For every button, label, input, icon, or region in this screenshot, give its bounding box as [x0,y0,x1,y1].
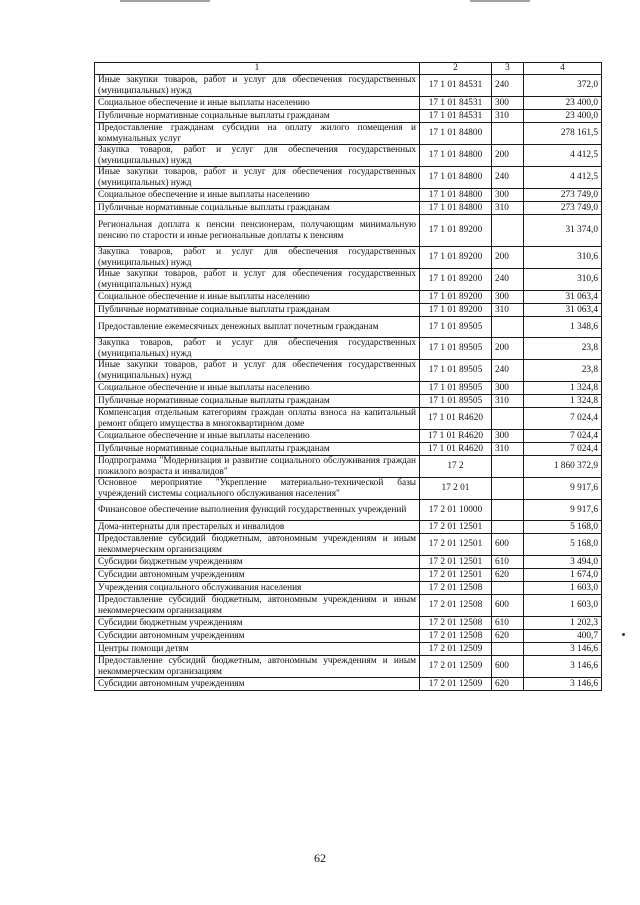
header-col-4: 4 [524,63,602,75]
row-amount-cell: 9 917,6 [524,500,602,521]
row-type-cell [492,408,524,430]
row-amount-cell: 1 324,8 [524,382,602,395]
row-amount-cell: 4 412,5 [524,167,602,189]
row-amount-cell: 1 860 372,9 [524,456,602,478]
row-amount-cell: 3 494,0 [524,556,602,569]
row-type-cell: 620 [492,569,524,582]
row-code-cell: 17 2 01 12508 [420,630,492,643]
row-type-cell: 310 [492,304,524,317]
row-name-cell: Закупка товаров, работ и услуг для обеспечения государственных (муниципальных) нужд [95,145,420,167]
table-row [95,97,602,110]
row-amount-cell: 400,7 [524,630,602,643]
row-type-cell [492,500,524,521]
row-amount-cell: 31 063,4 [524,291,602,304]
row-amount-cell: 372,0 [524,75,602,97]
row-type-cell: 240 [492,360,524,382]
row-type-cell [492,521,524,534]
row-type-cell: 240 [492,167,524,189]
row-amount-cell: 4 412,5 [524,145,602,167]
row-code-cell: 17 2 01 12509 [420,656,492,678]
row-code-cell: 17 1 01 R4620 [420,443,492,456]
row-type-cell: 600 [492,534,524,556]
row-amount-cell: 1 202,3 [524,617,602,630]
row-amount-cell: 3 146,6 [524,643,602,656]
table-row [95,534,602,556]
row-code-cell: 17 2 01 10000 [420,500,492,521]
row-code-cell: 17 1 01 84800 [420,145,492,167]
table-row [95,317,602,338]
row-type-cell: 600 [492,656,524,678]
table-row [95,443,602,456]
row-name-cell: Дома-интернаты для престарелых и инвалидов [95,521,420,534]
row-amount-cell: 310,6 [524,247,602,269]
row-code-cell: 17 2 01 12508 [420,617,492,630]
row-code-cell: 17 2 01 12501 [420,534,492,556]
table-row [95,478,602,500]
row-type-cell: 240 [492,75,524,97]
table-row [95,215,602,247]
row-name-cell: Социальное обеспечение и иные выплаты населению [95,291,420,304]
row-type-cell: 200 [492,338,524,360]
table-header-row [95,63,602,75]
row-type-cell [492,317,524,338]
row-code-cell: 17 1 01 89200 [420,215,492,247]
row-code-cell: 17 2 01 12501 [420,556,492,569]
row-name-cell: Иные закупки товаров, работ и услуг для обеспечения государственных (муниципальных) нужд [95,360,420,382]
table-row [95,189,602,202]
row-name-cell: Закупка товаров, работ и услуг для обеспечения государственных (муниципальных) нужд [95,338,420,360]
row-amount-cell: 31 063,4 [524,304,602,317]
table-row [95,382,602,395]
row-name-cell: Предоставление гражданам субсидии на оплату жилого помещения и коммунальных услуг [95,123,420,145]
table-body [95,75,602,691]
row-name-cell: Субсидии автономным учреждениям [95,630,420,643]
row-type-cell: 310 [492,110,524,123]
table-row [95,123,602,145]
row-code-cell: 17 1 01 84800 [420,123,492,145]
table-row [95,395,602,408]
row-name-cell: Публичные нормативные социальные выплаты гражданам [95,443,420,456]
row-name-cell: Публичные нормативные социальные выплаты гражданам [95,304,420,317]
row-code-cell: 17 2 01 12508 [420,595,492,617]
row-code-cell: 17 1 01 89505 [420,395,492,408]
row-code-cell: 17 1 01 84531 [420,110,492,123]
table-row [95,556,602,569]
table-row [95,656,602,678]
row-code-cell: 17 1 01 84800 [420,189,492,202]
table-row [95,167,602,189]
row-name-cell: Предоставление субсидий бюджетным, автономным учреждениям и иным некоммерческим организациям [95,534,420,556]
row-name-cell: Субсидии автономным учреждениям [95,678,420,691]
row-amount-cell: 7 024,4 [524,408,602,430]
table-row [95,430,602,443]
row-amount-cell: 3 146,6 [524,678,602,691]
row-type-cell: 610 [492,556,524,569]
row-name-cell: Иные закупки товаров, работ и услуг для обеспечения государственных (муниципальных) нужд [95,167,420,189]
row-amount-cell: 1 324,8 [524,395,602,408]
row-name-cell: Иные закупки товаров, работ и услуг для обеспечения государственных (муниципальных) нужд [95,269,420,291]
row-name-cell: Центры помощи детям [95,643,420,656]
row-code-cell: 17 1 01 84531 [420,97,492,110]
row-type-cell: 620 [492,630,524,643]
row-name-cell: Подпрограмма "Модернизация и развитие социального обслуживания граждан пожилого возраста и инвалидов" [95,456,420,478]
row-name-cell: Закупка товаров, работ и услуг для обеспечения государственных (муниципальных) нужд [95,247,420,269]
row-amount-cell: 273 749,0 [524,189,602,202]
row-amount-cell: 9 917,6 [524,478,602,500]
row-type-cell: 310 [492,443,524,456]
row-type-cell [492,478,524,500]
row-type-cell: 200 [492,247,524,269]
table-row [95,569,602,582]
row-name-cell: Учреждения социального обслуживания населения [95,582,420,595]
row-type-cell: 300 [492,189,524,202]
row-amount-cell: 1 603,0 [524,582,602,595]
table-row [95,110,602,123]
row-amount-cell: 278 161,5 [524,123,602,145]
row-code-cell: 17 2 01 12509 [420,643,492,656]
table-row [95,582,602,595]
row-type-cell: 300 [492,97,524,110]
row-code-cell: 17 1 01 89505 [420,338,492,360]
row-name-cell: Предоставление субсидий бюджетным, автономным учреждениям и иным некоммерческим организациям [95,656,420,678]
scan-speck [622,633,625,636]
row-code-cell: 17 1 01 89505 [420,360,492,382]
row-amount-cell: 1 348,6 [524,317,602,338]
scan-artifact [470,0,530,2]
row-name-cell: Публичные нормативные социальные выплаты гражданам [95,395,420,408]
row-code-cell: 17 1 01 84531 [420,75,492,97]
row-amount-cell: 1 674,0 [524,569,602,582]
row-code-cell: 17 2 01 12501 [420,569,492,582]
header-col-2: 2 [420,63,492,75]
row-name-cell: Финансовое обеспечение выполнения функций государственных учреждений [95,500,420,521]
table-row [95,269,602,291]
row-amount-cell: 1 603,0 [524,595,602,617]
row-type-cell: 300 [492,430,524,443]
row-amount-cell: 3 146,6 [524,656,602,678]
row-code-cell: 17 2 01 12509 [420,678,492,691]
row-name-cell: Субсидии автономным учреждениям [95,569,420,582]
row-amount-cell: 23,8 [524,338,602,360]
row-name-cell: Субсидии бюджетным учреждениям [95,556,420,569]
table-row [95,595,602,617]
table-row [95,202,602,215]
row-code-cell: 17 1 01 89200 [420,291,492,304]
header-col-3: 3 [492,63,524,75]
table-row [95,521,602,534]
page-number: 62 [314,851,326,865]
scan-artifact [120,0,210,2]
row-type-cell [492,123,524,145]
row-code-cell: 17 1 01 84800 [420,167,492,189]
row-type-cell: 620 [492,678,524,691]
row-name-cell: Социальное обеспечение и иные выплаты населению [95,382,420,395]
row-type-cell: 600 [492,595,524,617]
row-type-cell: 310 [492,202,524,215]
table-row [95,500,602,521]
row-type-cell: 200 [492,145,524,167]
row-code-cell: 17 2 [420,456,492,478]
row-name-cell: Социальное обеспечение и иные выплаты населению [95,430,420,443]
row-code-cell: 17 2 01 12501 [420,521,492,534]
row-type-cell [492,215,524,247]
row-code-cell: 17 1 01 R4620 [420,408,492,430]
row-amount-cell: 23,8 [524,360,602,382]
table-row [95,617,602,630]
row-amount-cell: 273 749,0 [524,202,602,215]
row-amount-cell: 31 374,0 [524,215,602,247]
row-type-cell: 300 [492,291,524,304]
row-amount-cell: 7 024,4 [524,443,602,456]
header-col-1: 1 [95,63,420,75]
row-amount-cell: 310,6 [524,269,602,291]
table-row [95,456,602,478]
table-row [95,145,602,167]
row-amount-cell: 5 168,0 [524,521,602,534]
row-name-cell: Публичные нормативные социальные выплаты гражданам [95,110,420,123]
table-row [95,247,602,269]
row-type-cell: 310 [492,395,524,408]
row-name-cell: Региональная доплата к пенсии пенсионерам, получающим минимальную пенсию по старости и иные региональные доплаты к пенсиям [95,215,420,247]
row-type-cell [492,456,524,478]
row-type-cell: 300 [492,382,524,395]
row-name-cell: Социальное обеспечение и иные выплаты населению [95,97,420,110]
row-name-cell: Предоставление ежемесячных денежных выплат почетным гражданам [95,317,420,338]
row-name-cell: Субсидии бюджетным учреждениям [95,617,420,630]
row-type-cell [492,582,524,595]
row-code-cell: 17 2 01 12508 [420,582,492,595]
row-code-cell: 17 1 01 R4620 [420,430,492,443]
row-name-cell: Компенсация отдельным категориям граждан оплаты взноса на капитальный ремонт общего имущества в многоквартирном доме [95,408,420,430]
row-code-cell: 17 1 01 89200 [420,247,492,269]
budget-table-container [94,62,601,691]
row-code-cell: 17 1 01 89505 [420,382,492,395]
table-row [95,678,602,691]
row-amount-cell: 23 400,0 [524,110,602,123]
row-name-cell: Социальное обеспечение и иные выплаты населению [95,189,420,202]
table-row [95,643,602,656]
table-row [95,338,602,360]
table-row [95,408,602,430]
row-name-cell: Предоставление субсидий бюджетным, автономным учреждениям и иным некоммерческим организациям [95,595,420,617]
row-type-cell: 610 [492,617,524,630]
row-code-cell: 17 1 01 89200 [420,304,492,317]
row-amount-cell: 7 024,4 [524,430,602,443]
table-row [95,630,602,643]
table-row [95,304,602,317]
row-name-cell: Основное мероприятие "Укрепление материально-технической базы учреждений системы социального обслуживания населения" [95,478,420,500]
row-type-cell [492,643,524,656]
row-name-cell: Публичные нормативные социальные выплаты гражданам [95,202,420,215]
row-code-cell: 17 1 01 89505 [420,317,492,338]
row-name-cell: Иные закупки товаров, работ и услуг для обеспечения государственных (муниципальных) нужд [95,75,420,97]
row-code-cell: 17 1 01 89200 [420,269,492,291]
budget-table [94,62,602,691]
row-amount-cell: 5 168,0 [524,534,602,556]
table-row [95,360,602,382]
row-code-cell: 17 2 01 [420,478,492,500]
row-code-cell: 17 1 01 84800 [420,202,492,215]
row-type-cell: 240 [492,269,524,291]
table-row [95,291,602,304]
table-row [95,75,602,97]
row-amount-cell: 23 400,0 [524,97,602,110]
